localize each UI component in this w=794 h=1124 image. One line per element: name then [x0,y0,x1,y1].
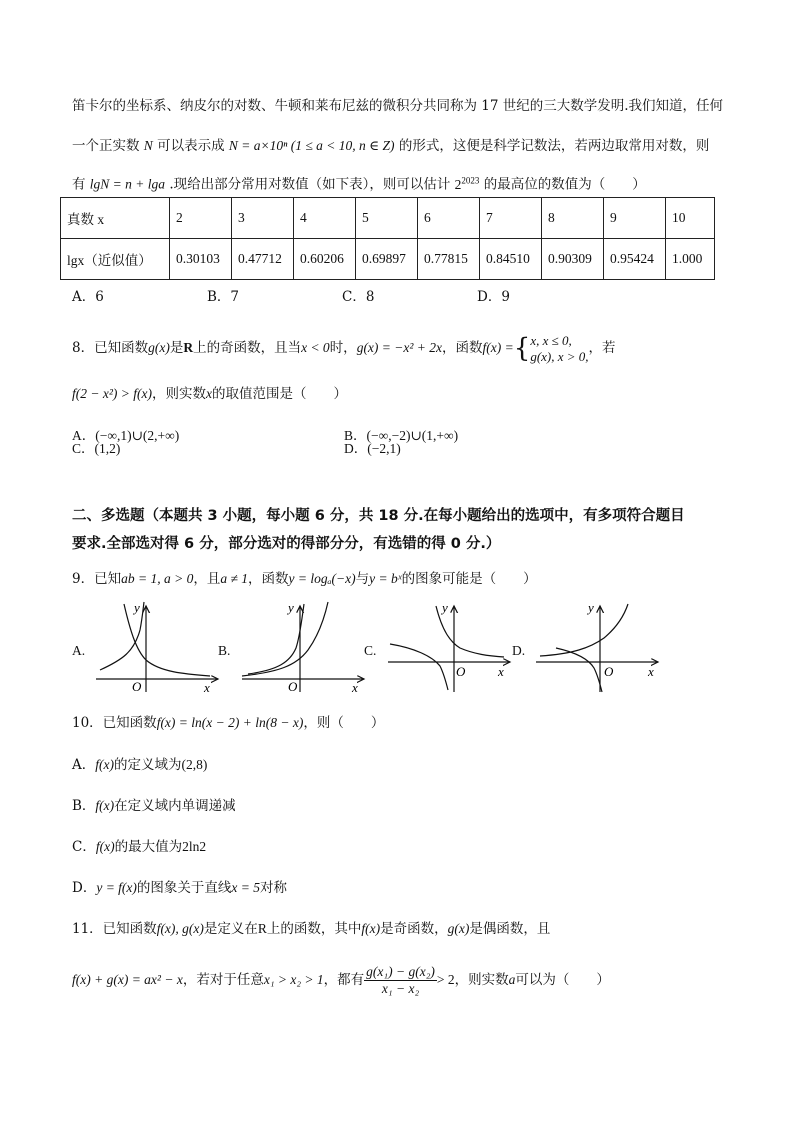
table-cell: 9 [604,198,666,239]
graph-b [238,600,368,695]
table-cell: 0.47712 [232,239,294,280]
table-cell: 0.60206 [294,239,356,280]
table-cell: 0.30103 [170,239,232,280]
q11-text: 是定义在 [203,921,258,937]
q10-math: y = f(x) [96,880,137,895]
graph-a [92,600,222,695]
q9-text: ，且 [193,571,221,587]
power-exponent: 2023 [461,175,480,185]
q11-math: g(x) [447,921,470,936]
q11-text: ，都有 [323,972,365,988]
q7-line-1 [72,96,723,116]
q10-math: f(x) [95,839,115,854]
q10-option-a [72,755,207,775]
table-row [61,239,715,280]
table-cell: 7 [480,198,542,239]
curve-exp [242,602,328,676]
q11-math: a [508,972,516,987]
table-cell: 3 [232,198,294,239]
q8-math: f(x) = [482,340,514,355]
graph-c [384,600,514,695]
q11-line-2 [72,962,610,998]
q8-text: 是 [169,340,184,356]
q10-text: 在定义域内单调递减 [114,798,236,814]
q9-math: y = bˣ [369,571,402,586]
q7-line-3 [72,170,646,195]
fraction [364,964,437,997]
q11-math: f(x) [361,921,381,936]
table-header-cell: lgx（近似值） [61,239,170,280]
q8-math: g(x) [148,340,170,355]
q7-math: lgN = n + lga [89,176,166,192]
option-a: A．6 [72,289,104,305]
table-cell: 0.77815 [418,239,480,280]
q11-math: > 2 [436,972,455,987]
q7-math: N [143,138,153,153]
table-cell: 5 [356,198,418,239]
option-letter: B． [72,798,96,814]
power-base: 2 [454,176,462,192]
x-label: x [648,664,654,679]
q7-text: 的形式，这便是科学记数法，若两边取常用对数，则 [398,138,710,154]
q7-text: 可以表示成 [157,138,225,154]
q10-text: 对称 [260,880,288,896]
table-cell: 0.69897 [356,239,418,280]
q10-text: 的定义域为 [113,757,182,773]
q7-text: 笛卡尔的坐标系、纳皮尔的对数、牛顿和莱布尼兹的微积分共同称为 17 世纪的三大数学发明.我们知道，任何 [72,98,724,114]
q11-text: 可以为（ ） [515,972,610,988]
q7-text: 的最高位的数值为（ ） [483,176,646,193]
q8-text: 的取值范围是（ ） [212,386,347,402]
q10-option-c [72,837,206,857]
y-label: y [288,600,294,615]
q9-text: 与 [355,571,370,587]
q8-line-2 [72,384,347,404]
y-label: y [588,600,594,615]
origin-label: O [288,679,298,694]
origin-label: O [604,664,614,679]
q9-math: y = logₐ(−x) [288,571,356,586]
table-header-cell: 真数 x [61,198,170,239]
q10-math: f(x) [95,757,114,772]
q11-text: 是奇函数， [380,921,448,937]
q8-math: x < 0 [301,340,330,355]
graph-d [532,600,662,695]
graph-label-c: C. [364,643,377,658]
table-row [61,198,715,239]
q10-math: (2,8) [181,757,208,772]
q11-text: ，则实数 [454,972,509,988]
q8-text: 时， [329,340,357,356]
table-cell: 0.95424 [604,239,666,280]
q9-math: a ≠ 1 [220,571,248,586]
piecewise-cases [530,333,588,365]
option-d: D．9 [477,289,510,305]
q8-math: x [206,386,212,401]
table-cell: 2 [170,198,232,239]
q10-text: 10．已知函数 [72,715,157,731]
q11-text: ，若对于任意 [182,972,264,988]
q7-text: .现给出部分常用对数值（如下表），则可以估计 [169,176,451,193]
option-b: B．(−∞,−2)∪(1,+∞) [344,428,459,443]
curve-exp [540,604,628,656]
q9-text: 的图象可能是（ ） [401,571,537,587]
q10-text: 的最大值为 [114,839,183,855]
option-letter: D． [72,880,97,896]
q11-text: 11．已知函数 [72,921,157,937]
x-label: x [352,680,358,695]
q10-math: f(x) = ln(x − 2) + ln(8 − x) [156,715,304,730]
q10-option-b [72,796,236,816]
q7-options [72,287,510,307]
q8-text: ，若 [588,340,616,356]
x-label: x [498,664,504,679]
q8-text: ，则实数 [152,386,206,402]
table-cell: 10 [666,198,715,239]
q8-text: 8．已知函数 [72,340,149,356]
option-letter: A． [72,757,96,773]
y-label: y [442,600,448,615]
table-cell: 8 [542,198,604,239]
real-set-symbol: R [183,340,194,355]
graph-label-a: A. [72,643,86,658]
fraction-numerator: g(x₁) − g(x₂) [366,964,435,979]
q9-text: 9．已知 [72,571,122,587]
q8-math: g(x) = −x² + 2x [356,340,443,355]
q11-math: f(x) + g(x) = ax² − x [72,972,183,987]
origin-label: O [456,664,466,679]
option-c: C．(1,2) [72,441,121,456]
left-brace: { [513,333,531,364]
q11-math: x₁ > x₂ > 1 [263,972,324,987]
y-label: y [134,600,140,615]
q8-text: 上的奇函数，且当 [193,340,302,356]
option-c: C．8 [342,289,375,305]
q8-options-row-2b [72,439,401,459]
q9-line [72,569,537,589]
curve-log [556,648,602,692]
case-1: x, x ≤ 0, [530,332,572,348]
q11-text: 上的函数，其中 [266,921,362,937]
graph-label-b: B. [218,643,231,658]
log-table [60,197,715,280]
q10-math: f(x) [95,798,115,813]
q8-text: ，函数 [442,340,483,356]
q9-text: ，函数 [248,571,289,587]
section-heading: 二、多选题（本题共 3 小题，每小题 6 分，共 18 分.在每小题给出的选项中，有多项符合题目 [72,508,685,524]
origin-label: O [132,679,142,694]
option-b: B．7 [207,289,240,305]
q10-math: 2ln2 [182,839,207,854]
q11-text: 是偶函数，且 [469,921,551,937]
q7-math: N = a×10ⁿ (1 ≤ a < 10, n ∈ Z) [228,138,395,153]
graph-label-d: D. [512,643,526,658]
option-a: A．(−∞,1)∪(2,+∞) [72,428,180,443]
table-cell: 4 [294,198,356,239]
q10-text: 的图象关于直线 [136,880,232,896]
q7-text: 有 [72,176,86,193]
option-letter: C． [72,839,96,855]
table-cell: 0.84510 [480,239,542,280]
q7-power [455,177,480,192]
table-cell: 0.90309 [542,239,604,280]
q9-math: ab = 1, a > 0 [121,571,194,586]
curve-log [390,644,448,690]
real-set-symbol: R [257,921,267,936]
q10-text: ，则（ ） [303,715,385,731]
q7-line-2 [72,136,709,156]
q10-math: x = 5 [231,880,261,895]
q10-option-d [72,878,287,898]
q11-math: f(x), g(x) [156,921,204,936]
case-2: g(x), x > 0, [530,348,589,364]
curve-log [248,604,304,674]
option-d: D．(−2,1) [344,441,401,456]
q8-math: f(2 − x²) > f(x) [72,386,152,401]
table-cell: 6 [418,198,480,239]
q10-line [72,713,384,733]
q11-line-1 [72,919,550,939]
q8-line-1 [72,332,616,365]
section-heading: 要求.全部选对得 6 分，部分选对的得部分分，有选错的得 0 分.） [72,536,501,552]
x-label: x [204,680,210,695]
q7-text: 一个正实数 [72,138,140,154]
table-cell: 1.000 [666,239,715,280]
fraction-denominator: x₁ − x₂ [381,981,420,996]
